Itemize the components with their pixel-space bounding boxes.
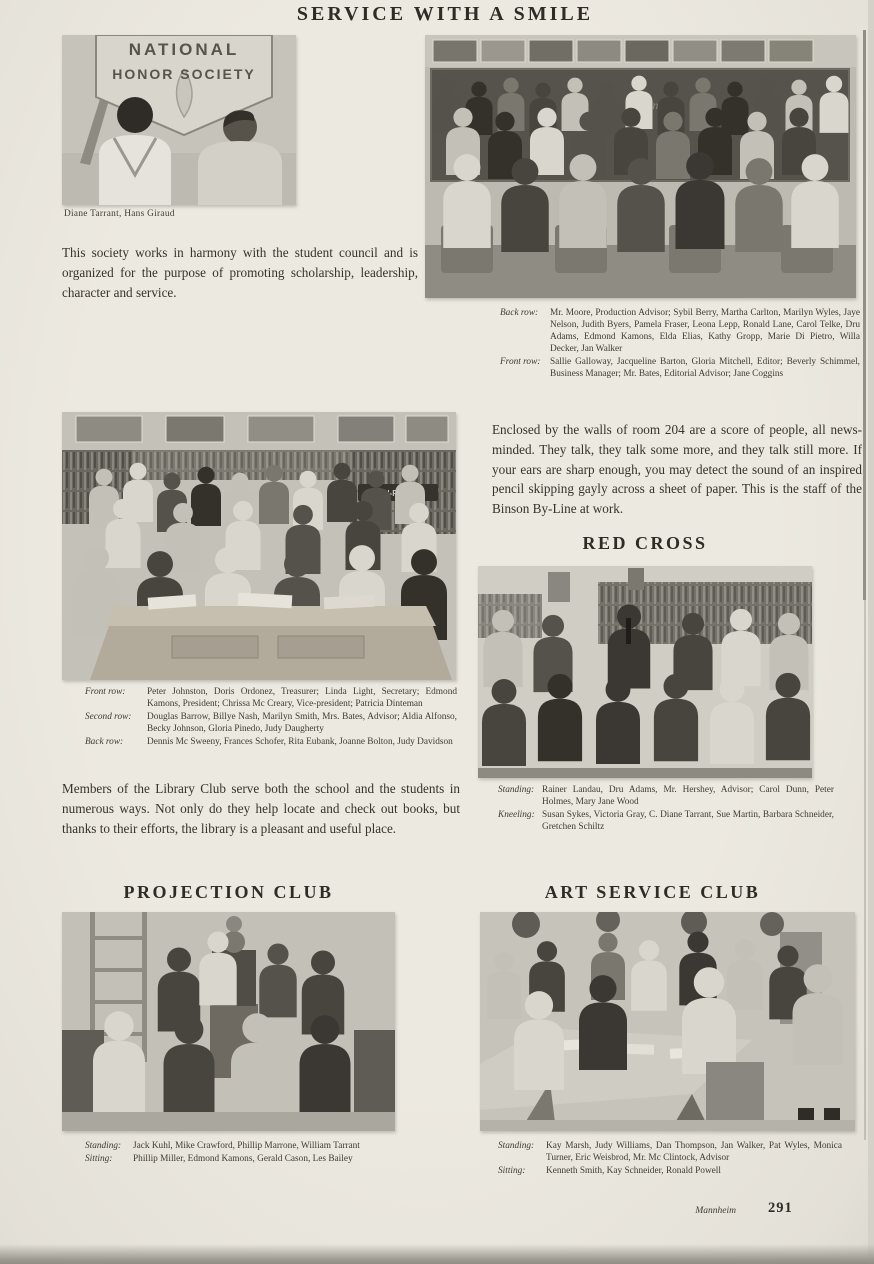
red-cross-heading: RED CROSS <box>582 533 708 553</box>
caption-row <box>85 686 457 710</box>
library-club-caption <box>85 686 457 749</box>
caption-row-text: Susan Sykes, Victoria Gray, C. Diane Tarrant, Sue Martin, Barbara Schneider, Gretchen Schiltz <box>542 810 834 833</box>
caption-row-text: Rainer Landau, Dru Adams, Mr. Hershey, Advisor; Carol Dunn, Peter Holmes, Mary Jane Wood <box>542 785 834 808</box>
page-title: SERVICE WITH A SMILE <box>296 3 594 25</box>
chair <box>354 1030 395 1116</box>
art-service-club-photo <box>480 912 855 1131</box>
caption-row-text: Peter Johnston, Doris Ordonez, Treasurer; Linda Light, Secretary; Edmond Kamons, President; Chrissa Mc Creary, Vice-president; Patricia Dinteman <box>147 687 457 710</box>
honor-society-caption: Diane Tarrant, Hans Giraud <box>64 209 175 219</box>
caption-row-text: Kay Marsh, Judy Williams, Dan Thompson, Jan Walker, Pat Wyles, Monica Turner, Eric Weisbrod, Mr. Mc Clintock, Advisor <box>546 1141 842 1164</box>
caption-row <box>498 784 834 808</box>
wall-pictures <box>76 416 448 442</box>
caption-row <box>85 1153 405 1165</box>
banner-text-line1: NATIONAL <box>128 40 240 59</box>
caption-row-text: Dennis Mc Sweeny, Frances Schofer, Rita Eubank, Joanne Bolton, Judy Davidson <box>147 737 453 748</box>
byline-paragraph: Enclosed by the walls of room 204 are a score of people, all news-minded. They talk, they talk some more, and they talk still more. If your ears are sharp enough, you may detect the sound of an inspired pencil skipping gayly across a sheet of paper. This is the staff of the Binson By-Line at work. <box>492 422 862 517</box>
caption-row-label: Front row: <box>85 687 126 697</box>
page-edge-shadow <box>864 600 866 1140</box>
byline-staff-photo <box>425 35 856 298</box>
byline-staff-caption <box>500 307 860 381</box>
caption-row-label: Kneeling: <box>498 810 535 821</box>
red-cross-caption <box>498 784 834 834</box>
caption-row-text: Mr. Moore, Production Advisor; Sybil Berry, Martha Carlton, Marilyn Wyles, Jaye Nelson, Judith Byers, Pamela Fraser, Leona Lepp, Ronald Lane, Carol Telke, Dru Adams, Edmond Kamons, Elda Elias, Kathy Gropp, Marie Di Pietro, Willa Decker, Jan Walker <box>550 308 860 355</box>
projection-club-heading: PROJECTION CLUB <box>123 882 334 902</box>
footer-school-name: Mannheim <box>695 1206 736 1216</box>
caption-row-label: Standing: <box>85 1141 122 1151</box>
caption-row <box>85 736 457 748</box>
red-cross-photo <box>478 566 812 778</box>
caption-row-label: Second row: <box>85 712 132 723</box>
caption-row-label: Back row: <box>500 308 539 318</box>
caption-row-label: Front row: <box>500 357 541 368</box>
caption-row <box>500 356 860 380</box>
caption-row-label: Standing: <box>498 785 535 795</box>
banner-text-line2: HONOR SOCIETY <box>112 66 256 82</box>
caption-row-label: Sitting: <box>498 1166 526 1177</box>
caption-row <box>500 307 860 355</box>
scan-bottom-band <box>0 1244 874 1264</box>
caption-row <box>85 711 457 735</box>
caption-row-text: Kenneth Smith, Kay Schneider, Ronald Powell <box>546 1166 721 1177</box>
page-edge-shadow <box>863 30 866 600</box>
caption-row-text: Douglas Barrow, Billye Nash, Marilyn Smith, Mrs. Bates, Advisor; Aldia Alfonso, Becky Johnson, Gloria Pinedo, Judy Daugherty <box>147 712 457 735</box>
honor-society-paragraph: This society works in harmony with the student council and is organized for the purpose of promoting scholarship, leadership, character and service. <box>62 245 418 300</box>
caption-row-label: Back row: <box>85 737 124 748</box>
caption-row-text: Jack Kuhl, Mike Crawford, Phillip Marrone, William Tarrant <box>133 1141 360 1151</box>
caption-row-text: Sallie Galloway, Jacqueline Barton, Gloria Mitchell, Editor; Beverly Schimmel, Business Manager; Mr. Bates, Editorial Advisor; Jane Coggins <box>550 357 860 380</box>
chair <box>706 1062 764 1124</box>
caption-row <box>85 1140 405 1152</box>
footer-page-number: 291 <box>768 1200 793 1216</box>
projection-club-caption <box>85 1140 405 1166</box>
caption-row-label: Standing: <box>498 1141 535 1151</box>
honor-society-photo <box>62 35 296 205</box>
caption-row <box>498 1140 842 1164</box>
art-service-club-heading: ART SERVICE CLUB <box>544 882 761 902</box>
scan-right-margin <box>868 0 874 1264</box>
caption-row <box>498 1165 842 1177</box>
library-club-photo <box>62 412 456 680</box>
caption-row-text: Phillip Miller, Edmond Kamons, Gerald Cason, Les Bailey <box>133 1154 353 1165</box>
caption-row <box>498 809 834 833</box>
library-club-paragraph: Members of the Library Club serve both the school and the students in numerous ways. Not only do they help locate and check out books, but thanks to their efforts, the library is a pleasant and useful place. <box>62 781 460 836</box>
caption-row-label: Sitting: <box>85 1154 113 1165</box>
art-service-club-caption <box>498 1140 842 1178</box>
student-girl <box>117 97 153 133</box>
projection-club-photo <box>62 912 395 1131</box>
